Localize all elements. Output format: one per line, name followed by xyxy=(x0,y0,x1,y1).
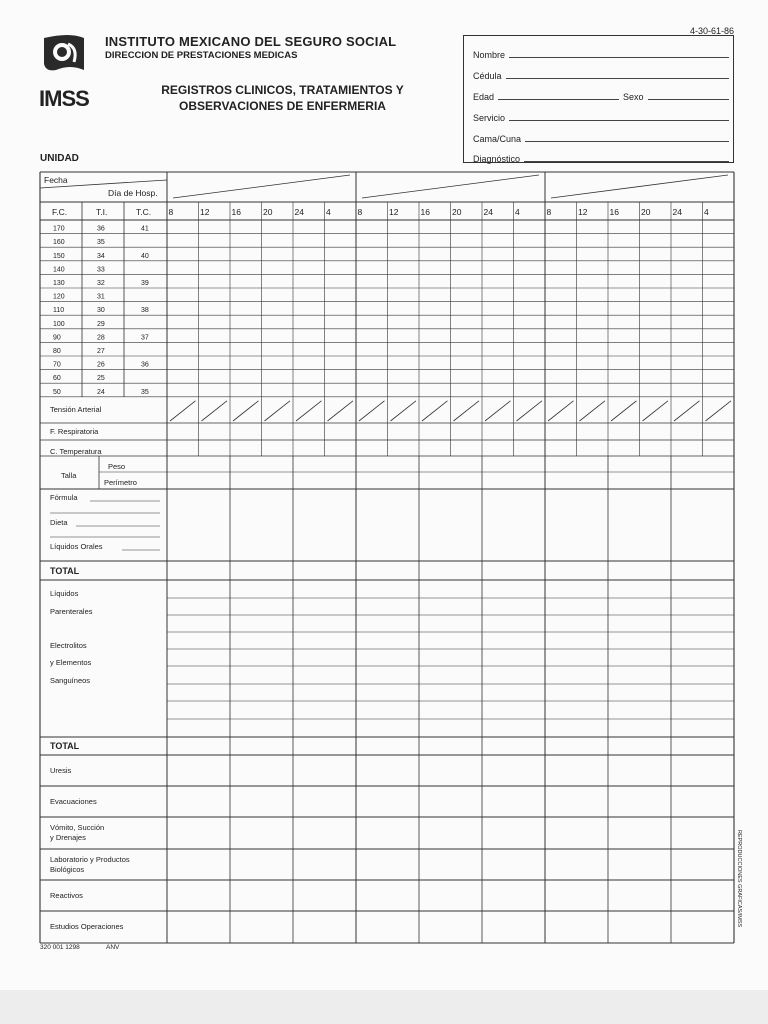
nombre-label: Nombre xyxy=(473,50,506,60)
footer-anv: ANV xyxy=(106,944,120,951)
lab-label-1: Laboratorio y Productos xyxy=(50,855,130,864)
dia-hosp-label: Día de Hosp. xyxy=(108,188,158,198)
date-block-diagonal-2 xyxy=(551,175,728,198)
form-code: 4-30-61-86 xyxy=(689,26,734,36)
ti-value-10: 26 xyxy=(97,361,105,369)
footer-code: 320 001 1298 xyxy=(40,944,80,951)
cedula-label: Cédula xyxy=(473,71,502,81)
ti-value-0: 36 xyxy=(97,225,105,233)
hour-label-10: 24 xyxy=(483,207,493,217)
ti-value-6: 30 xyxy=(97,307,105,315)
hour-label-9: 20 xyxy=(452,207,462,217)
lab-label-2: Biológicos xyxy=(50,865,85,874)
tension-diagonal-13 xyxy=(580,401,606,421)
logo-text: IMSS xyxy=(39,86,89,111)
date-block-diagonal-1 xyxy=(362,175,539,198)
estudios-label: Estudios Operaciones xyxy=(50,922,124,931)
ti-value-7: 29 xyxy=(97,320,105,328)
dieta-label: Dieta xyxy=(50,518,68,527)
liquidos-label: Líquidos xyxy=(50,589,79,598)
fc-value-4: 130 xyxy=(53,280,65,287)
tc-value-8: 37 xyxy=(141,334,149,342)
tc-value-12: 35 xyxy=(141,388,149,396)
hour-label-8: 16 xyxy=(420,207,430,217)
institution-name: INSTITUTO MEXICANO DEL SEGURO SOCIAL xyxy=(105,34,397,49)
hour-label-12: 8 xyxy=(546,207,552,217)
hour-label-7: 12 xyxy=(389,207,399,217)
tc-value-4: 39 xyxy=(141,280,149,287)
tc-value-2: 40 xyxy=(141,252,149,260)
ti-value-1: 35 xyxy=(97,239,105,247)
date-block-diagonal-0 xyxy=(173,175,350,198)
vomito-label-1: Vómito, Succión xyxy=(50,823,105,832)
tc-value-0: 41 xyxy=(141,225,149,233)
hour-label-17: 4 xyxy=(704,207,709,217)
hour-label-16: 24 xyxy=(672,207,682,217)
ti-value-8: 28 xyxy=(97,334,105,342)
sexo-label: Sexo xyxy=(623,92,644,102)
tension-diagonal-4 xyxy=(296,401,322,421)
tension-diagonal-12 xyxy=(548,401,574,421)
fc-value-9: 80 xyxy=(53,348,61,355)
hour-label-4: 24 xyxy=(294,207,304,217)
hour-label-14: 16 xyxy=(609,207,619,217)
tension-diagonal-3 xyxy=(265,401,291,421)
hour-label-0: 8 xyxy=(168,207,174,217)
respiratoria-label: F. Respiratoria xyxy=(50,427,99,436)
tension-diagonal-17 xyxy=(706,401,732,421)
fc-value-6: 110 xyxy=(53,307,65,315)
fecha-label: Fecha xyxy=(44,175,68,185)
electrolitos-label: Electrolitos xyxy=(50,641,87,650)
total-1-label: TOTAL xyxy=(50,566,80,576)
hour-label-6: 8 xyxy=(357,207,363,217)
temperatura-label: C. Temperatura xyxy=(50,447,102,456)
ti-value-4: 32 xyxy=(97,280,105,287)
form-title-line2: OBSERVACIONES DE ENFERMERIA xyxy=(179,99,386,113)
fc-value-5: 120 xyxy=(53,293,65,301)
servicio-label: Servicio xyxy=(473,113,506,123)
tc-value-6: 38 xyxy=(141,307,149,315)
tension-diagonal-15 xyxy=(643,401,669,421)
peso-label: Peso xyxy=(108,462,126,471)
hour-label-11: 4 xyxy=(515,207,520,217)
fc-value-10: 70 xyxy=(53,361,61,369)
ti-value-2: 34 xyxy=(97,252,105,260)
tension-diagonal-0 xyxy=(170,401,196,421)
vomito-label-2: y Drenajes xyxy=(50,833,86,842)
fc-value-3: 140 xyxy=(53,266,65,274)
tension-diagonal-7 xyxy=(391,401,417,421)
tension-diagonal-1 xyxy=(202,401,228,421)
tc-value-10: 36 xyxy=(141,361,149,369)
diagnostico-label: Diagnóstico xyxy=(473,154,521,164)
cama-label: Cama/Cuna xyxy=(473,134,522,144)
hour-label-1: 12 xyxy=(200,207,210,217)
y-elementos-label: y Elementos xyxy=(50,658,92,667)
tension-diagonal-2 xyxy=(233,401,259,421)
ti-value-11: 25 xyxy=(97,375,105,383)
tension-diagonal-11 xyxy=(517,401,543,421)
department-name: DIRECCION DE PRESTACIONES MEDICAS xyxy=(105,50,298,61)
parenterales-label: Parenterales xyxy=(50,607,93,616)
tension-diagonal-8 xyxy=(422,401,448,421)
hour-label-15: 20 xyxy=(641,207,651,217)
fc-value-11: 60 xyxy=(53,375,61,383)
reactivos-label: Reactivos xyxy=(50,891,83,900)
hour-label-13: 12 xyxy=(578,207,588,217)
hour-label-5: 4 xyxy=(326,207,331,217)
fc-value-7: 100 xyxy=(53,320,65,328)
ti-value-9: 27 xyxy=(97,348,105,355)
fc-header: F.C. xyxy=(52,207,68,217)
ti-value-12: 24 xyxy=(97,388,105,396)
evacuaciones-label: Evacuaciones xyxy=(50,797,97,806)
tension-diagonal-9 xyxy=(454,401,480,421)
total-2-label: TOTAL xyxy=(50,741,80,751)
tension-diagonal-6 xyxy=(359,401,385,421)
fc-value-12: 50 xyxy=(53,388,61,396)
ti-value-5: 31 xyxy=(97,293,105,301)
ti-header: T.I. xyxy=(96,207,108,217)
tension-diagonal-10 xyxy=(485,401,511,421)
fc-value-8: 90 xyxy=(53,334,61,342)
fc-value-2: 150 xyxy=(53,252,65,260)
form-title-line1: REGISTROS CLINICOS, TRATAMIENTOS Y xyxy=(161,83,404,97)
unidad-label: UNIDAD xyxy=(40,153,79,164)
tension-diagonal-14 xyxy=(611,401,637,421)
ti-value-3: 33 xyxy=(97,266,105,274)
talla-label: Talla xyxy=(61,471,77,480)
uresis-label: Uresis xyxy=(50,766,72,775)
sanguineos-label: Sanguíneos xyxy=(50,676,91,685)
fc-value-0: 170 xyxy=(53,225,65,233)
hour-label-2: 16 xyxy=(231,207,241,217)
tc-header: T.C. xyxy=(136,207,152,217)
tension-label: Tensión Arterial xyxy=(50,405,102,414)
tension-diagonal-5 xyxy=(328,401,354,421)
liquidos-orales-label: Líquidos Orales xyxy=(50,542,103,551)
fc-value-1: 160 xyxy=(53,239,65,247)
edad-label: Edad xyxy=(473,92,495,102)
tension-diagonal-16 xyxy=(674,401,700,421)
perimetro-label: Perímetro xyxy=(104,478,137,487)
hour-label-3: 20 xyxy=(263,207,273,217)
side-imprint: REPRODUCCIONES GRAFICAS/IMSS xyxy=(736,830,742,928)
formula-label: Fórmula xyxy=(50,493,78,502)
